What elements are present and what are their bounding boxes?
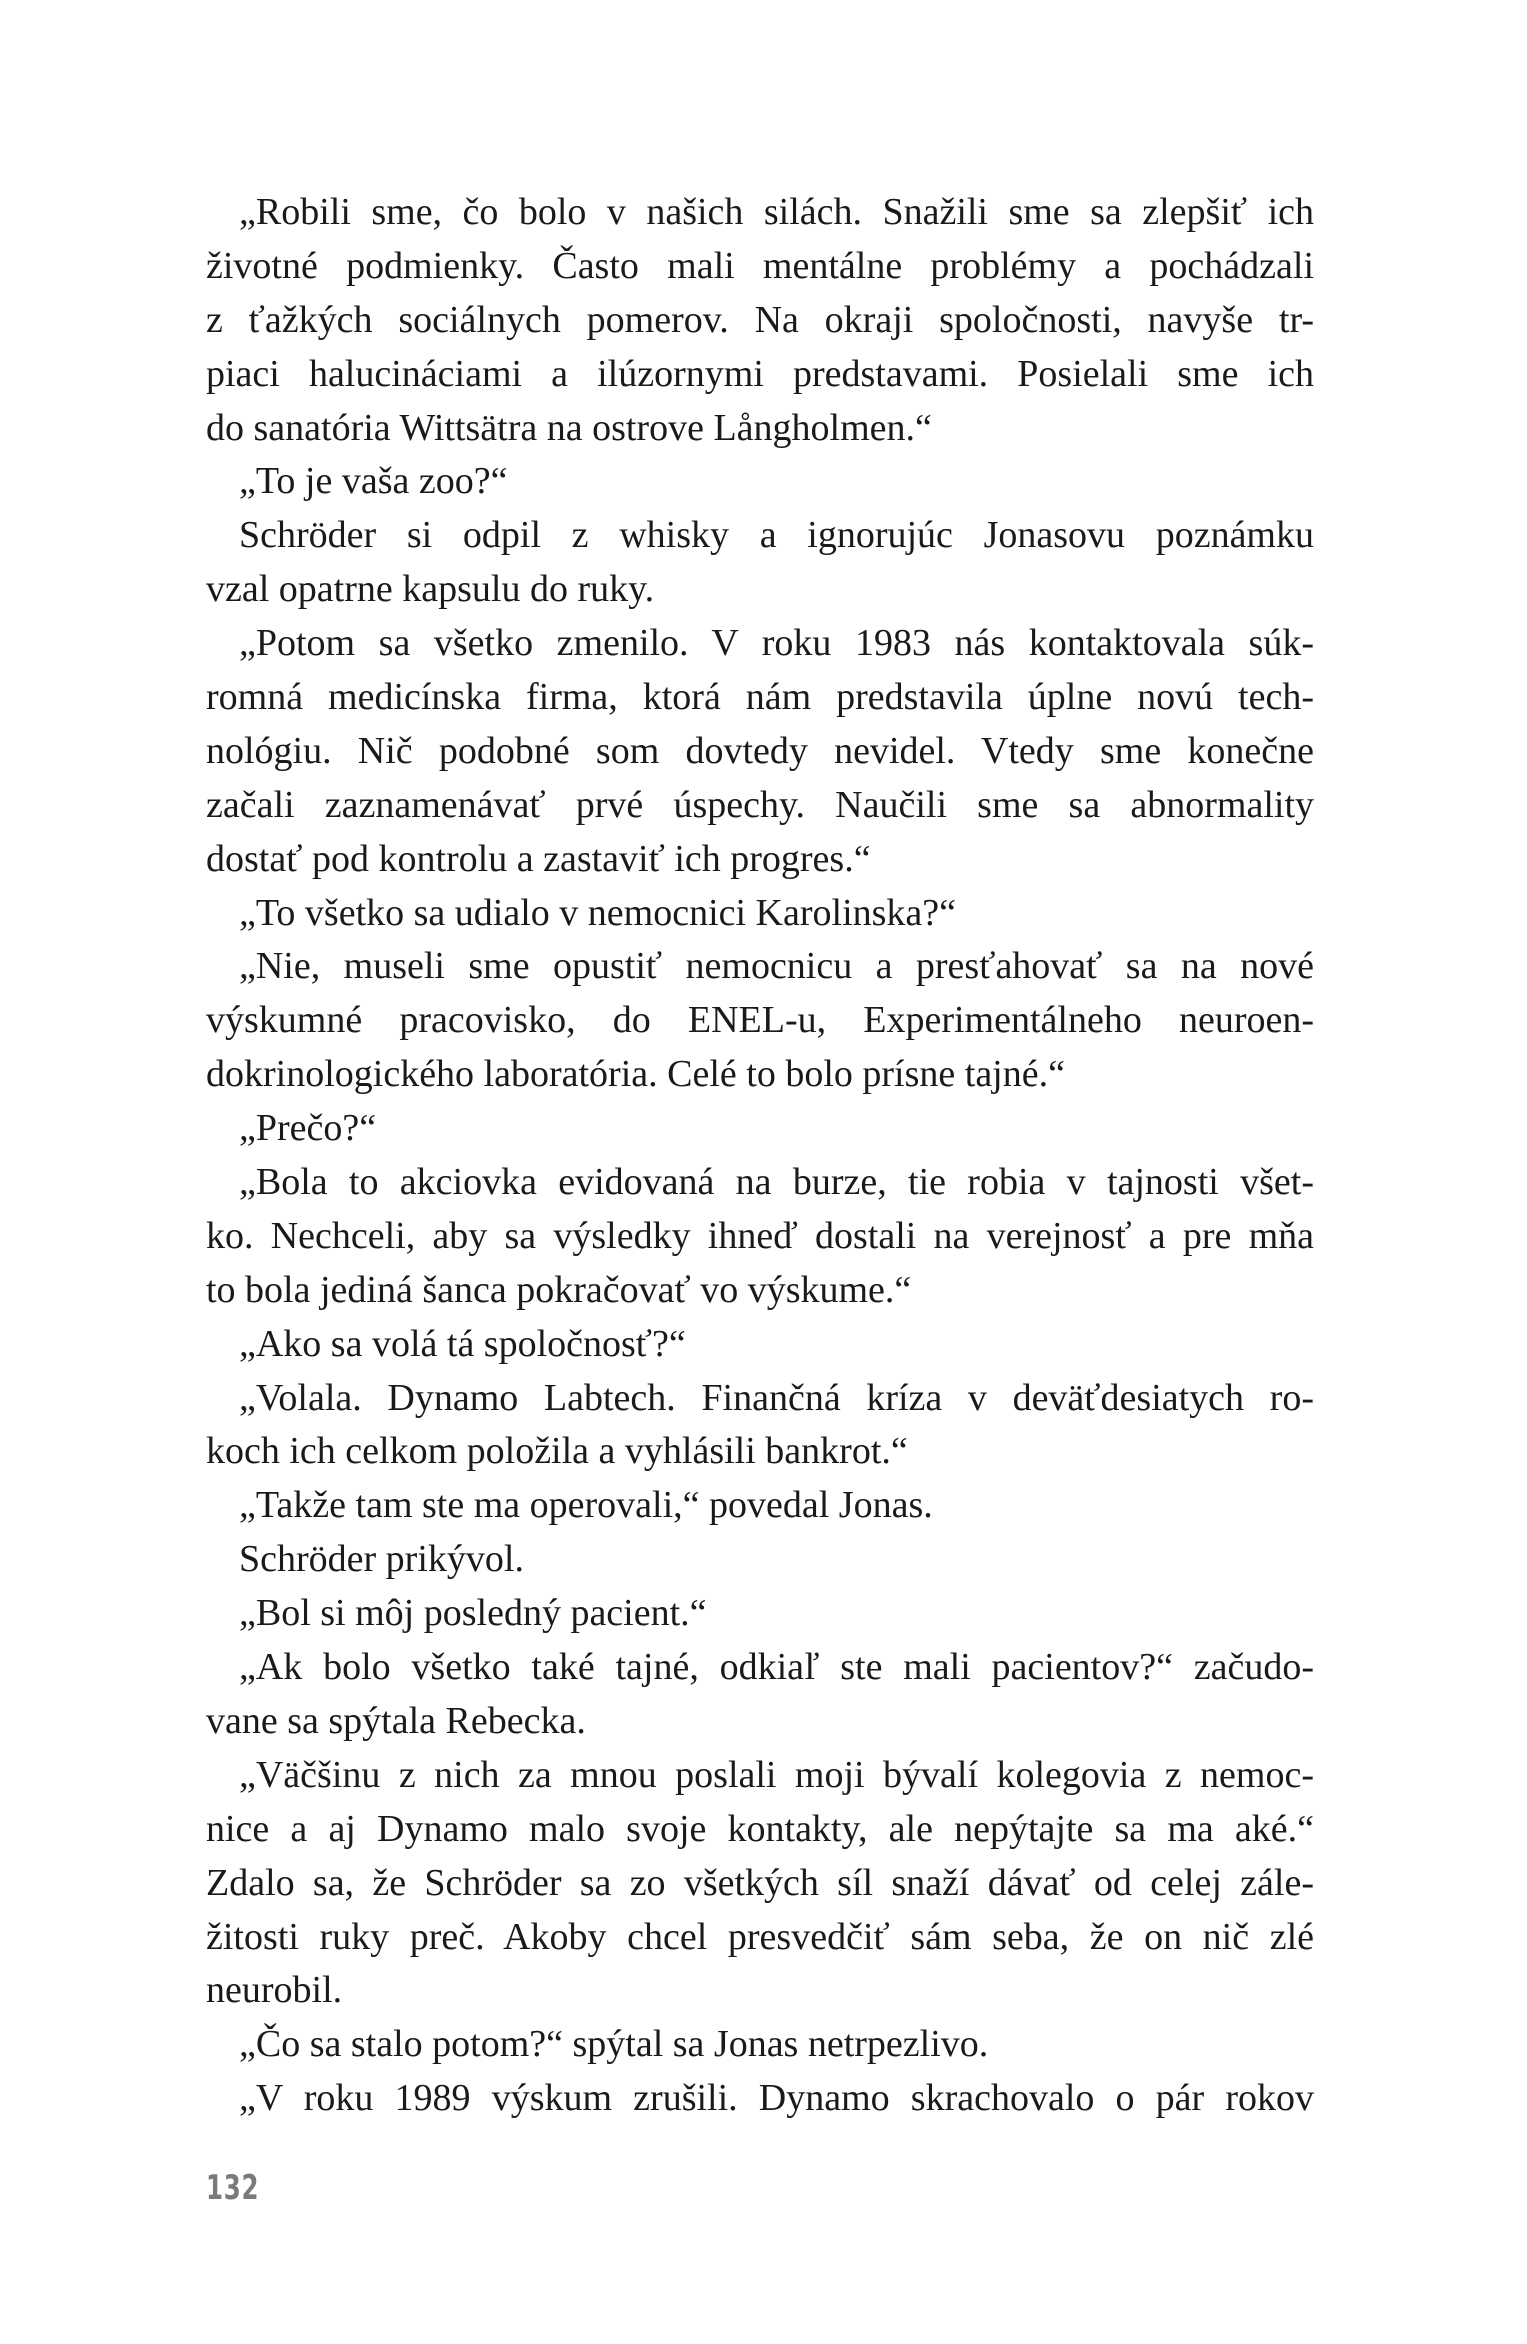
text-line: vzal opatrne kapsulu do ruky. [206, 568, 655, 611]
text-line: Schröder si odpil z whisky a ignorujúc Jonasovu poznámku [239, 514, 1314, 557]
text-line: „V roku 1989 výskum zrušili. Dynamo skrachovalo o pár rokov [239, 2077, 1314, 2120]
text-line: Zdalo sa, že Schröder sa zo všetkých síl snaží dávať od celej zále- [206, 1861, 1314, 1904]
text-line: nológiu. Nič podobné som dovtedy nevidel. Vtedy sme konečne [206, 729, 1314, 772]
text-line: „Bola to akciovka evidovaná na burze, tie robia v tajnosti všet- [239, 1161, 1314, 1204]
text-line: do sanatória Wittsätra na ostrove Långholmen.“ [206, 406, 932, 449]
page-number: 132 [206, 2168, 260, 2208]
text-line: romná medicínska firma, ktorá nám predstavila úplne novú tech- [206, 676, 1314, 719]
text-line: „Robili sme, čo bolo v našich silách. Snažili sme sa zlepšiť ich [239, 191, 1314, 233]
text-line: „Čo sa stalo potom?“ spýtal sa Jonas netrpezlivo. [239, 2023, 989, 2066]
text-line: „To všetko sa udialo v nemocnici Karolinska?“ [239, 891, 957, 934]
body-text [206, 186, 1314, 2126]
text-line: „Ako sa volá tá spoločnosť?“ [239, 1322, 686, 1365]
text-line: „Potom sa všetko zmenilo. V roku 1983 nás kontaktovala súk- [239, 622, 1314, 665]
text-line: ko. Nechceli, aby sa výsledky ihneď dostali na verejnosť a pre mňa [206, 1214, 1314, 1257]
text-line: Schröder prikývol. [239, 1538, 524, 1581]
text-line: piaci halucináciami a ilúzornymi predstavami. Posielali sme ich [206, 352, 1314, 395]
text-line: výskumné pracovisko, do ENEL-u, Experimentálneho neuroen- [206, 999, 1314, 1042]
text-line: „Takže tam ste ma operovali,“ povedal Jonas. [239, 1484, 933, 1527]
text-line: „To je vaša zoo?“ [239, 460, 508, 503]
text-line: „Prečo?“ [239, 1107, 377, 1150]
text-line: „Ak bolo všetko také tajné, odkiaľ ste mali pacientov?“ začudo- [239, 1646, 1314, 1689]
text-line: „Volala. Dynamo Labtech. Finančná kríza v deväťdesiatych ro- [239, 1376, 1314, 1419]
text-line: žitosti ruky preč. Akoby chcel presvedčiť sám seba, že on nič zlé [206, 1915, 1314, 1958]
text-line: dokrinologického laboratória. Celé to bolo prísne tajné.“ [206, 1053, 1065, 1096]
text-line: vane sa spýtala Rebecka. [206, 1699, 586, 1742]
text-line: dostať pod kontrolu a zastaviť ich progres.“ [206, 837, 871, 880]
text-line: nice a aj Dynamo malo svoje kontakty, ale nepýtajte sa ma aké.“ [206, 1807, 1314, 1850]
text-line: to bola jediná šanca pokračovať vo výskume.“ [206, 1268, 912, 1311]
text-line: „Väčšinu z nich za mnou poslali moji bývalí kolegovia z nemoc- [239, 1753, 1314, 1796]
text-line: „Bol si môj posledný pacient.“ [239, 1592, 707, 1635]
text-line: začali zaznamenávať prvé úspechy. Naučili sme sa abnormality [206, 783, 1314, 826]
text-line: z ťažkých sociálnych pomerov. Na okraji spoločnosti, navyše tr- [206, 298, 1314, 341]
text-line: životné podmienky. Často mali mentálne problémy a pochádzali [206, 244, 1314, 287]
text-line: „Nie, museli sme opustiť nemocnicu a presťahovať sa na nové [239, 945, 1314, 988]
text-line: neurobil. [206, 1969, 343, 2012]
text-line: koch ich celkom položila a vyhlásili bankrot.“ [206, 1430, 908, 1473]
